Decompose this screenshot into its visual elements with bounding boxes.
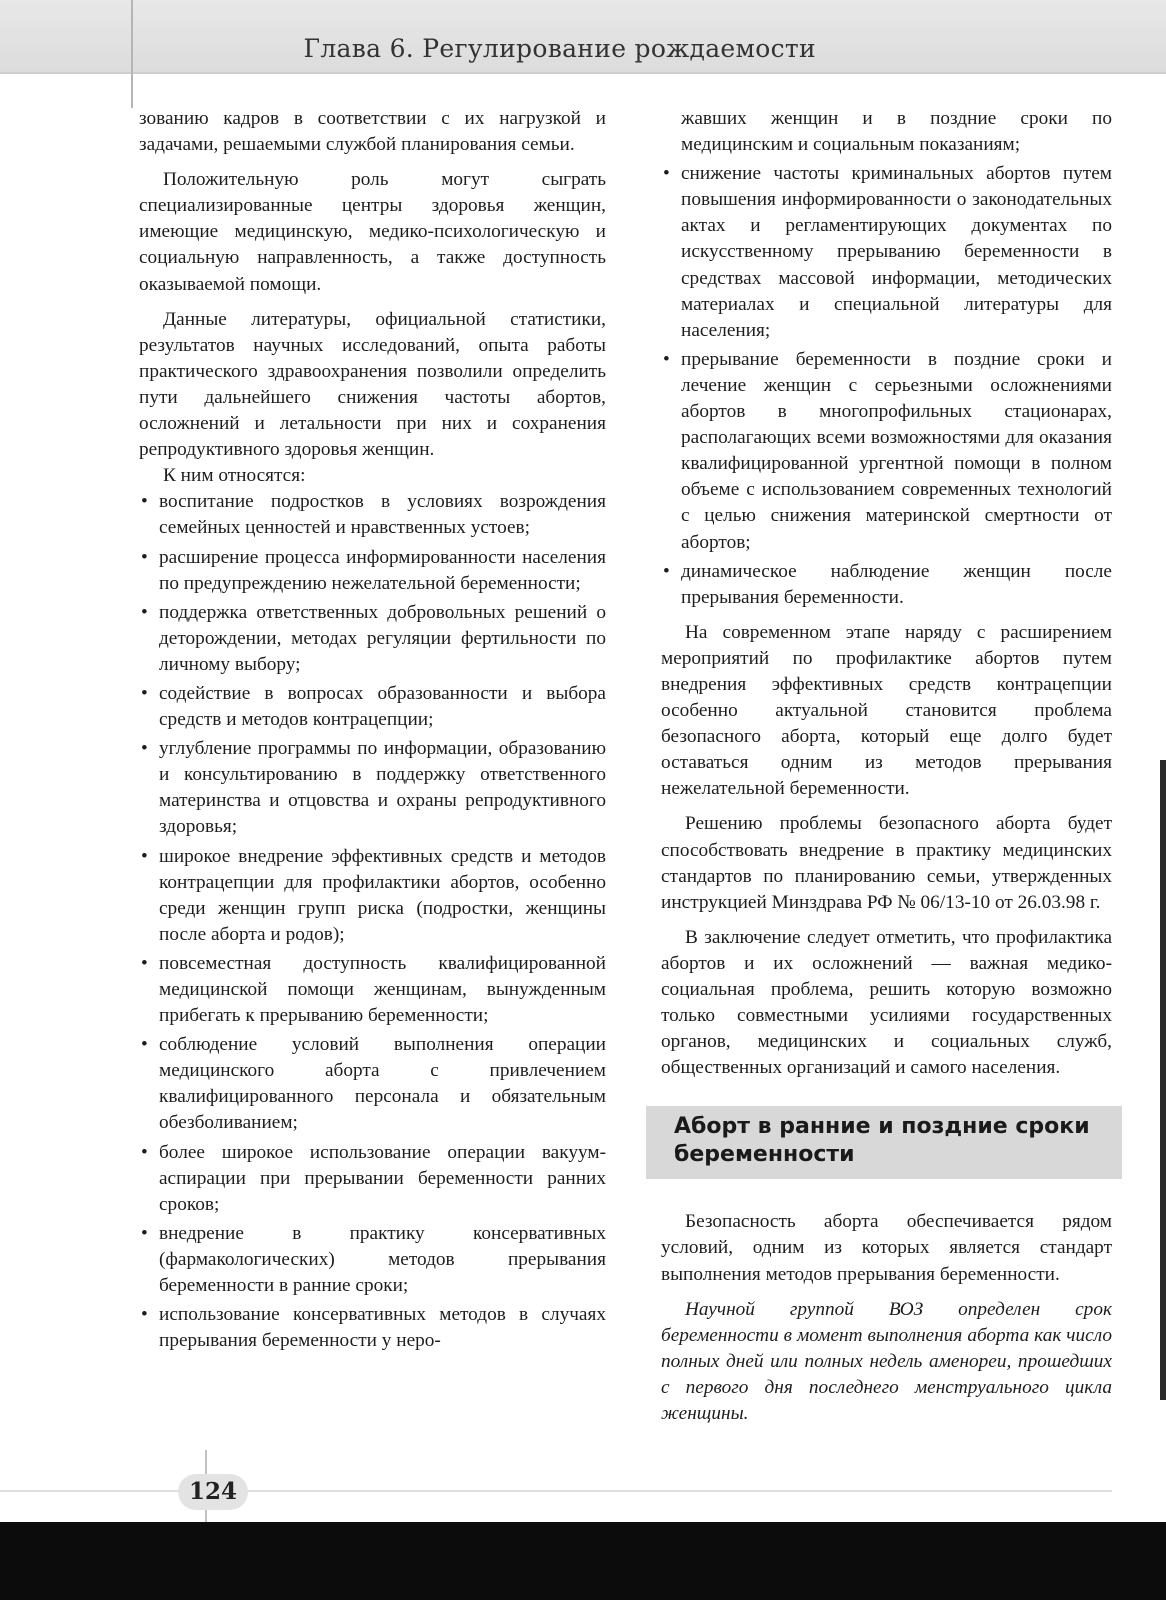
list-item: • динамическое наблюдение женщин после прерывания беременности.	[661, 559, 1112, 611]
paragraph: На современном этапе наряду с расширением мероприятий по профилактике абортов путем внедрения эффективных средств контрацепции особенно актуальной становится проблема безопасного аборта, который еще долго будет оставаться одним из методов прерывания нежелательной беременности.	[661, 621, 1112, 800]
list-item: • углубление программы по информации, образованию и консультированию в поддержку ответственного материнства и отцовства и охраны репродуктивного здоровья;	[139, 736, 606, 840]
list-item: • расширение процесса информированности населения по предупреждению нежелательной беременности;	[139, 545, 606, 597]
paragraph: Безопасность аборта обеспечивается рядом условий, одним из которых является стандарт выполнения методов прерывания беременности.	[661, 1211, 1112, 1285]
measures-list	[139, 489, 606, 1354]
section-heading: Аборт в ранние и поздние сроки беременности	[674, 1114, 1090, 1168]
page-number: 124	[178, 1474, 248, 1510]
scan-right-edge	[1160, 760, 1166, 1400]
paragraph: зованию кадров в соответствии с их нагрузкой и задачами, решаемыми службой планирования семьи.	[139, 108, 606, 156]
list-item: • повсеместная доступность квалифицированной медицинской помощи женщинам, вынужденным прибегать к прерыванию беременности;	[139, 951, 606, 1029]
list-item: • широкое внедрение эффективных средств и методов контрацепции для профилактики абортов, особенно среди женщин групп риска (подростки, женщины после аборта и родов);	[139, 844, 606, 948]
header-divider	[131, 0, 133, 108]
measures-list-continued	[661, 161, 1112, 611]
list-intro: К ним относятся:	[163, 465, 306, 487]
footer-rule	[0, 1490, 1112, 1492]
list-item: • воспитание подростков в условиях возрождения семейных ценностей и нравственных устоев;	[139, 489, 606, 541]
definition-paragraph: Научной группой ВОЗ определен срок беременности в момент выполнения аборта как число полных дней или полных недель аменореи, прошедших с первого дня последнего менструального цикла женщины.	[661, 1298, 1112, 1425]
list-item: • прерывание беременности в поздние сроки и лечение женщин с серьезными осложнениями абортов в многопрофильных стационарах, располагающих всеми возможностями для оказания квалифицированной ургентной помощи в полном объеме с использованием современных технологий с целью снижения материнской смертности от абортов;	[661, 347, 1112, 556]
list-item: • более широкое использование операции вакуум-аспирации при прерывании беременности ранних сроков;	[139, 1140, 606, 1218]
left-column	[139, 106, 606, 1363]
list-continuation: жавших женщин и в поздние сроки по медицинским и социальным показаниям;	[681, 108, 1112, 156]
list-item: • поддержка ответственных добровольных решений о деторождении, методах регуляции фертильности по личному выбору;	[139, 600, 606, 678]
paragraph: Решению проблемы безопасного аборта будет способствовать внедрение в практику медицинских стандартов по планированию семьи, утвержденных инструкцией Минздрава РФ № 06/13-10 от 26.03.98 г.	[661, 813, 1112, 913]
list-item: • соблюдение условий выполнения операции медицинского аборта с привлечением квалифицированного персонала и обязательным обезболиванием;	[139, 1032, 606, 1136]
section-heading-box	[646, 1106, 1122, 1179]
paragraph: Положительную роль могут сыграть специализированные центры здоровья женщин, имеющие медицинскую, медико-психологическую и социальную направленность, а также доступность оказываемой помощи.	[139, 169, 606, 295]
list-item: • использование консервативных методов в случаях прерывания беременности у неро-	[139, 1302, 606, 1354]
list-item: • содействие в вопросах образованности и выбора средств и методов контрацепции;	[139, 681, 606, 733]
right-column	[661, 106, 1112, 1436]
list-item: • снижение частоты криминальных абортов путем повышения информированности о законодательных актах и регламентирующих документах по искусственному прерыванию беременности в средствах массовой информации, методических материалах и специальной литературы для населения;	[661, 161, 1112, 344]
paragraph: В заключение следует отметить, что профилактика абортов и их осложнений — важная медико-социальная проблема, решить которую возможно только совместными усилиями государственных органов, медицинских и социальных служб, общественных организаций и самого населения.	[661, 926, 1112, 1079]
paragraph: Данные литературы, официальной статистики, результатов научных исследований, опыта работы практического здравоохранения позволили определить пути дальнейшего снижения частоты абортов, осложнений и летальности при них и сохранения репродуктивного здоровья женщин.	[139, 308, 606, 461]
chapter-title: Глава 6. Регулирование рождаемости	[303, 34, 816, 63]
list-item: • внедрение в практику консервативных (фармакологических) методов прерывания беременности в ранние сроки;	[139, 1221, 606, 1299]
scan-bottom-edge	[0, 1522, 1166, 1600]
